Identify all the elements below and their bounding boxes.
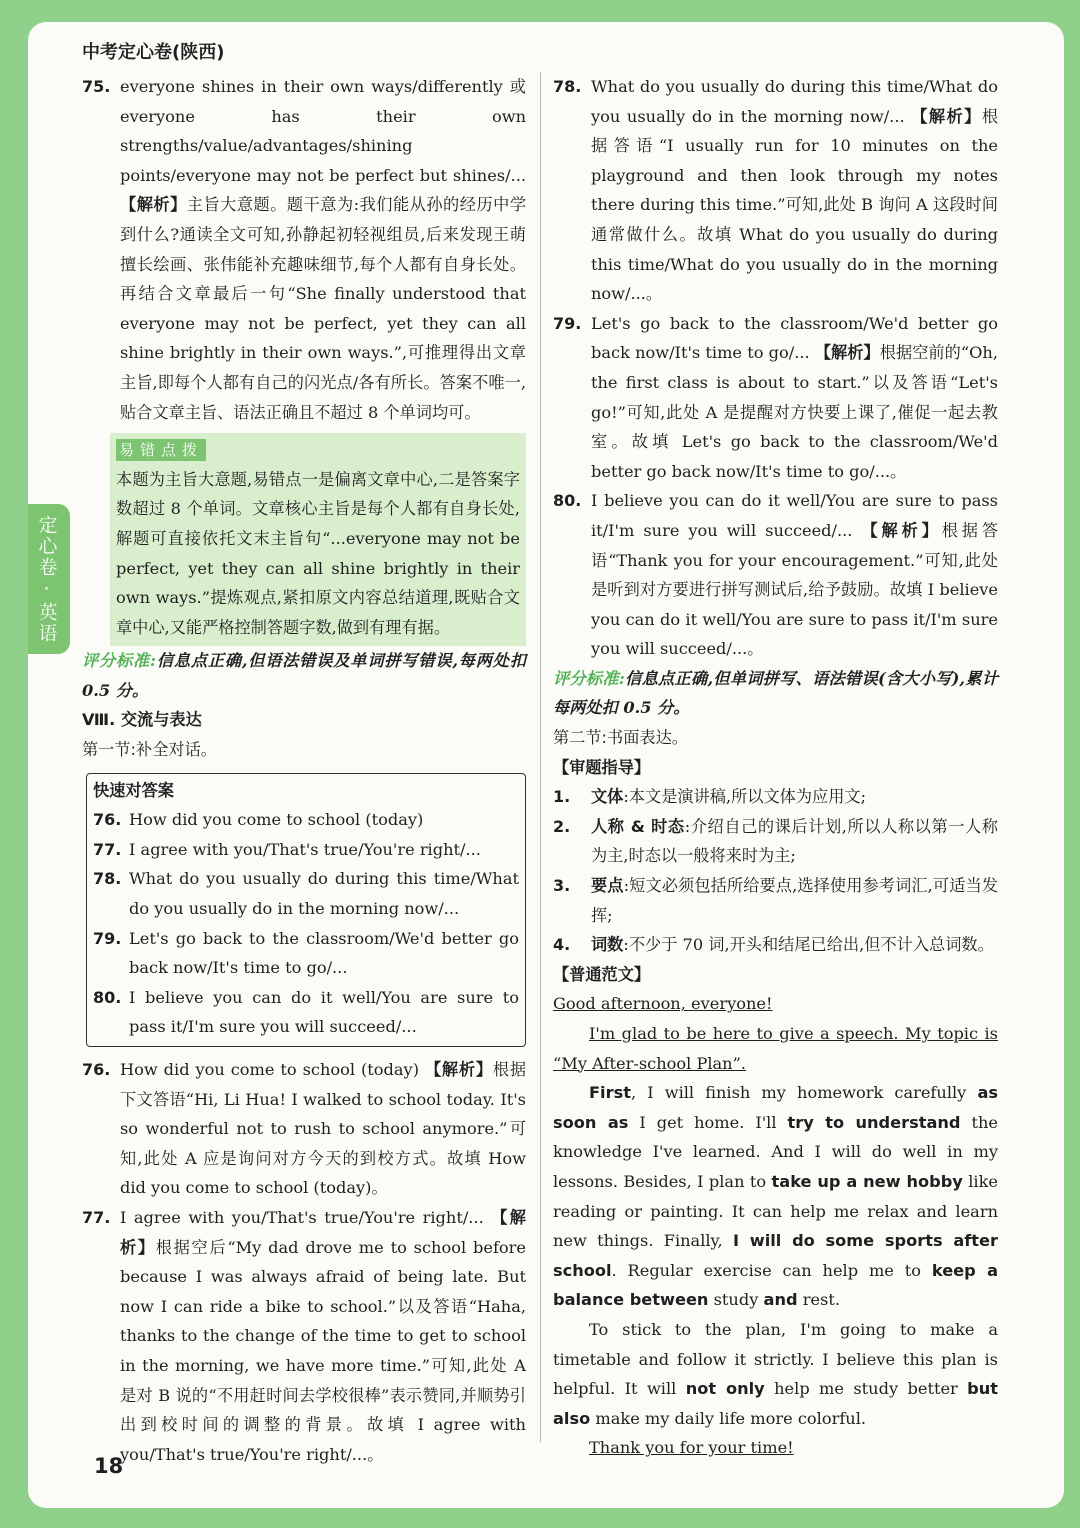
essay-text: study xyxy=(708,1290,764,1310)
essay-paragraph-2 xyxy=(553,1078,998,1315)
guide-title: 【审题指导】 xyxy=(553,757,651,777)
error-tip-text: 本题为主旨大意题,易错点一是偏离文章中心,二是答案字数超过 8 个单词。文章核心主旨是每个人都有自身长处,解题可直接依托文末主旨句“...everyone may not be perfect, yet they can all shine brightly in their own ways.”提炼观点,紧扣原文内容总结道理,既贴合文章中心,又能严格控制答题字数,做到有理有据。 xyxy=(116,469,520,637)
key-phrase: First xyxy=(589,1083,631,1103)
essay-text: . Regular exercise can help me to xyxy=(611,1260,932,1280)
essay-text: To stick to the plan, I'm going to make a timetable and follow it strictly. I believe this plan is helpful. It will xyxy=(553,1319,998,1399)
analysis-tag: 【解析】 xyxy=(120,195,187,215)
error-tip-label: 易错点拨 xyxy=(116,439,206,461)
page-number: 18 xyxy=(94,1454,124,1478)
quick-answer-item: 79. Let's go back to the classroom/We'd better go back now/It's time to go/... xyxy=(93,928,519,978)
guide-item: 1. 文体:本文是演讲稿,所以文体为应用文; xyxy=(553,787,867,807)
guide-item: 4. 词数:不少于 70 词,开头和结尾已给出,但不计入总词数。 xyxy=(553,935,994,955)
essay-text: , I will finish my homework carefully xyxy=(630,1083,978,1103)
quick-answer-item: 80. I believe you can do it well/You are sure to pass it/I'm sure you will succeed/... xyxy=(93,987,519,1037)
page xyxy=(28,22,1064,1508)
scoring-standard: 评分标准:信息点正确,但单词拼写、语法错误(含大小写),累计每两处扣 0.5 分。 xyxy=(553,668,998,718)
scoring-standard: 评分标准:信息点正确,但语法错误及单词拼写错误,每两处扣 0.5 分。 xyxy=(82,651,526,700)
essay-paragraph-1: I'm glad to be here to give a speech. My topic is “My After-school Plan”. xyxy=(553,1024,998,1073)
analysis-text: 主旨大意题。题干意为:我们能从孙的经历中学到什么?通读全文可知,孙静起初轻视组员,后来发现王萌擅长绘画、张伟能补充趣味细节,每个人都有自身长处。再结合文章最后一句“She finally understood that everyone may not be perfect, yet they can all shine brightly in their own ways.”,可推理得出文章主旨,即每个人都有自己的闪光点/各有所长。答案不唯一,贴合文章主旨、语法正确且不超过 8 个单词均可。 xyxy=(120,195,527,422)
key-phrase: and xyxy=(763,1290,798,1310)
essay-text: rest. xyxy=(797,1290,840,1310)
answer-79: 79. Let's go back to the classroom/We'd better go back now/It's time to go/... 【解析】根据空前的“Oh, the first class is about to start.”以及答语“Let's go!”可知,此处 A 是提醒对方快要上课了,催促一起去教室。故填 Let's go back to the classroom/We'd better go back now/It's time to go/...。 xyxy=(553,313,999,481)
answer-78: 78. What do you usually do during this time/What do you usually do in the morning now/... 【解析】根据答语“I usually run for 10 minutes on the playground and then look through my notes there during this time.”可知,此处 B 询问 A 这段时间通常做什么。故填 What do you usually do during this time/What do you usually do in the morning now/...。 xyxy=(553,77,998,304)
key-phrase: I will do some sports after school xyxy=(553,1231,999,1280)
key-phrase: keep a balance between xyxy=(553,1260,999,1310)
essay-title: 【普通范文】 xyxy=(553,964,651,984)
answer-text: everyone shines in their own ways/differently 或 everyone has their own strengths/value/advantages/shining points/everyone may not be perfect but shines/... xyxy=(120,77,526,185)
essay-paragraph-3 xyxy=(553,1315,998,1433)
guide-item: 3. 要点:短文必须包括所给要点,选择使用参考词汇,可适当发挥; xyxy=(553,876,999,925)
essay-text: make my daily life more colorful. xyxy=(590,1408,867,1428)
answer-76: 76. How did you come to school (today) 【解析】根据下文答语“Hi, Li Hua! I walked to school today. It's so wonderful not to rush to school anymore.”可知,此处 A 应是询问对方今天的到校方式。故填 How did you come to school (today)。 xyxy=(82,1060,527,1198)
essay-text: like reading or painting. It can help me relax and learn new things. Finally, xyxy=(553,1171,998,1251)
section-heading: Ⅷ. 交流与表达 xyxy=(82,710,202,730)
quick-answer-title: 快速对答案 xyxy=(93,780,174,800)
key-phrase: take up a new hobby xyxy=(771,1171,963,1191)
guide-item: 2. 人称 & 时态:介绍自己的课后计划,所以人称以第一人称为主,时态以一般将来时为主; xyxy=(553,816,998,866)
answer-80: 80. I believe you can do it well/You are sure to pass it/I'm sure you will succeed/... 【解析】根据答语“Thank you for your encouragement.”可知,此处是听到对方要进行拼写测试后,给予鼓励。故填 I believe you can do it well/You are sure to pass it/I'm sure you will succeed/...。 xyxy=(553,491,999,659)
answer-77: 77. I agree with you/That's true/You're right/... 【解析】根据空后“My dad drove me to school before because I was always afraid of being late. But now I can ride a bike to school.”以及答语“Haha, thanks to the change of the time to get to school in the morning, we have more time.”可知,此处 A 是对 B 说的“不用赶时间去学校很棒”表示赞同,并顺势引出到校时间的调整的背景。故填 I agree with you/That's true/You're right/...。 xyxy=(82,1207,526,1464)
key-phrase: but also xyxy=(553,1379,999,1428)
essay-closing: Thank you for your time! xyxy=(589,1438,794,1458)
quick-answer-item: 77. I agree with you/That's true/You're right/... xyxy=(93,839,481,859)
quick-answer-item: 76. How did you come to school (today) xyxy=(93,810,424,830)
quick-answer-item: 78. What do you usually do during this time/What do you usually do in the morning now/... xyxy=(93,869,519,919)
key-phrase: as soon as xyxy=(553,1083,998,1132)
column-divider xyxy=(540,72,541,1442)
answer-75 xyxy=(82,72,526,427)
error-tip-box xyxy=(110,433,526,646)
key-phrase: try to understand xyxy=(787,1112,961,1132)
left-column xyxy=(82,72,526,1469)
essay-text: help me study better xyxy=(764,1379,968,1399)
subsection-heading: 第二节:书面表达。 xyxy=(553,728,688,748)
side-tab: 定心卷·英语 xyxy=(28,504,70,654)
right-column xyxy=(553,72,998,1463)
page-header: 中考定心卷(陕西) xyxy=(82,42,225,63)
subsection-heading: 第一节:补全对话。 xyxy=(82,740,217,760)
essay-text: the knowledge I've learned. And I will do well in my lessons. Besides, I plan to xyxy=(553,1112,998,1191)
essay-text: I get home. I'll xyxy=(628,1112,788,1132)
key-phrase: not only xyxy=(685,1379,765,1399)
quick-answer-box xyxy=(86,773,526,1047)
question-number: 75. xyxy=(82,77,111,96)
essay-greeting: Good afternoon, everyone! xyxy=(553,994,773,1014)
